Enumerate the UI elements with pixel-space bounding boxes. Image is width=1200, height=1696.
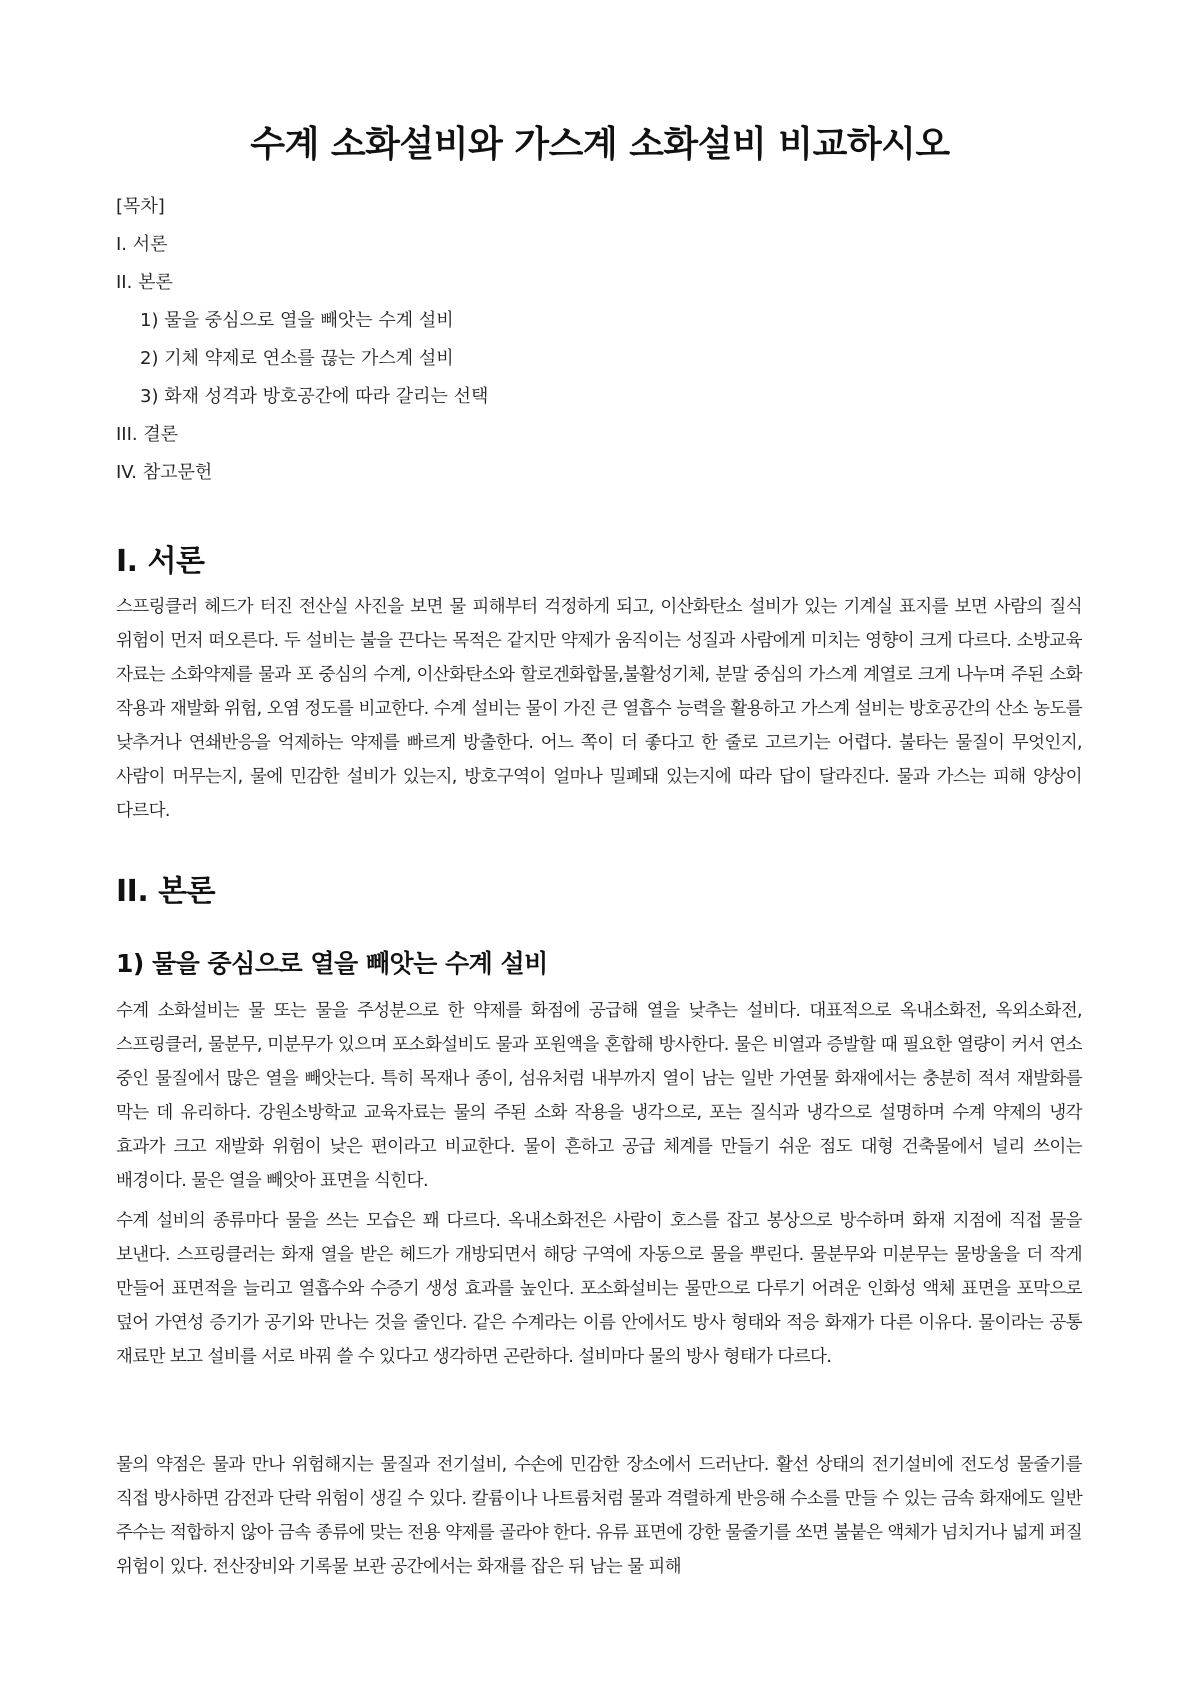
document-title: 수계 소화설비와 가스계 소화설비 비교하시오 (250, 124, 950, 165)
body-paragraph: 수계 소화설비는 물 또는 물을 주성분으로 한 약제를 화점에 공급해 열을 낮추는 설비다. 대표적으로 옥내소화전, 옥외소화전, 스프링클러, 물분무, 미분무가 있으며 포소화설비도 물과 포원액을 혼합해 방사한다. 물은 비열과 증발할 때 필요한 열량이 커서 연소 중인 물질에서 많은 열을 빼앗는다. 특히 목재나 종이, 섬유처럼 내부까지 열이 남는 일반 가연물 화재에서는 충분히 적셔 재발화를 막는 데 유리하다. 강원소방학교 교육자료는 물의 주된 소화 작용을 냉각으로, 포는 질식과 냉각으로 설명하며 수계 약제의 냉각 효과가 크고 재발화 위험이 낮은 편이라고 비교한다. 물이 흔하고 공급 체계를 만들기 쉬운 점도 대형 건축물에서 널리 쓰이는 배경이다. 물은 열을 빼앗아 표면을 식힌다. (116, 1001, 1082, 1191)
body-paragraph: 물의 약점은 물과 만나 위험해지는 물질과 전기설비, 수손에 민감한 장소에서 드러난다. 활선 상태의 전기설비에 전도성 물줄기를 직접 방사하면 감전과 단락 위험이 생길 수 있다. 칼륨이나 나트륨처럼 물과 격렬하게 반응해 수소를 만들 수 있는 금속 화재에도 일반 주수는 적합하지 않아 금속 종류에 맞는 전용 약제를 골라야 한다. 유류 표면에 강한 물줄기를 쏘면 불붙은 액체가 넘치거나 넓게 퍼질 위험이 있다. 전산장비와 기록물 보관 공간에서는 화재를 잡은 뒤 남는 물 피해 (116, 1455, 1082, 1577)
section-heading-intro: I. 서론 (116, 544, 205, 579)
toc-item: III. 결론 (116, 424, 179, 445)
table-of-contents (116, 188, 488, 492)
toc-item: IV. 참고문헌 (116, 462, 213, 483)
intro-paragraph: 스프링클러 헤드가 터진 전산실 사진을 보면 물 피해부터 걱정하게 되고, 이산화탄소 설비가 있는 기계실 표지를 보면 사람의 질식 위험이 먼저 떠오른다. 두 설비는 불을 끈다는 목적은 같지만 약제가 움직이는 성질과 사람에게 미치는 영향이 크게 다르다. 소방교육 자료는 소화약제를 물과 포 중심의 수계, 이산화탄소와 할로겐화합물,불활성기체, 분말 중심의 가스계 계열로 크게 나누며 주된 소화 작용과 재발화 위험, 오염 정도를 비교한다. 수계 설비는 물이 가진 큰 열흡수 능력을 활용하고 가스계 설비는 방호공간의 산소 농도를 낮추거나 연쇄반응을 억제하는 약제를 빠르게 방출한다. 어느 쪽이 더 좋다고 한 줄로 고르기는 어렵다. 불타는 물질이 무엇인지, 사람이 머무는지, 물에 민감한 설비가 있는지, 방호구역이 얼마나 밀폐돼 있는지에 따라 답이 달라진다. 물과 가스는 피해 양상이 다르다. (116, 597, 1082, 821)
toc-subitem: 1) 물을 중심으로 열을 빼앗는 수계 설비 (140, 310, 454, 331)
toc-subitem: 3) 화재 성격과 방호공간에 따라 갈리는 선택 (140, 386, 489, 407)
section-heading-body: II. 본론 (116, 874, 216, 909)
toc-item: I. 서론 (116, 234, 168, 255)
body-paragraph: 수계 설비의 종류마다 물을 쓰는 모습은 꽤 다르다. 옥내소화전은 사람이 호스를 잡고 봉상으로 방수하며 화재 지점에 직접 물을 보낸다. 스프링클러는 화재 열을 받은 헤드가 개방되면서 해당 구역에 자동으로 물을 뿌린다. 물분무와 미분무는 물방울을 더 작게 만들어 표면적을 늘리고 열흡수와 수증기 생성 효과를 높인다. 포소화설비는 물만으로 다루기 어려운 인화성 액체 표면을 포막으로 덮어 가연성 증기가 공기와 만나는 것을 줄인다. 같은 수계라는 이름 안에서도 방사 형태와 적응 화재가 다른 이유다. 물이라는 공통 재료만 보고 설비를 서로 바꿔 쓸 수 있다고 생각하면 곤란하다. 설비마다 물의 방사 형태가 다르다. (116, 1211, 1082, 1367)
toc-subitem: 2) 기체 약제로 연소를 끊는 가스계 설비 (140, 348, 454, 369)
toc-item: II. 본론 (116, 272, 173, 293)
subsection-heading: 1) 물을 중심으로 열을 빼앗는 수계 설비 (116, 949, 548, 978)
toc-label: [목차] (116, 196, 165, 217)
